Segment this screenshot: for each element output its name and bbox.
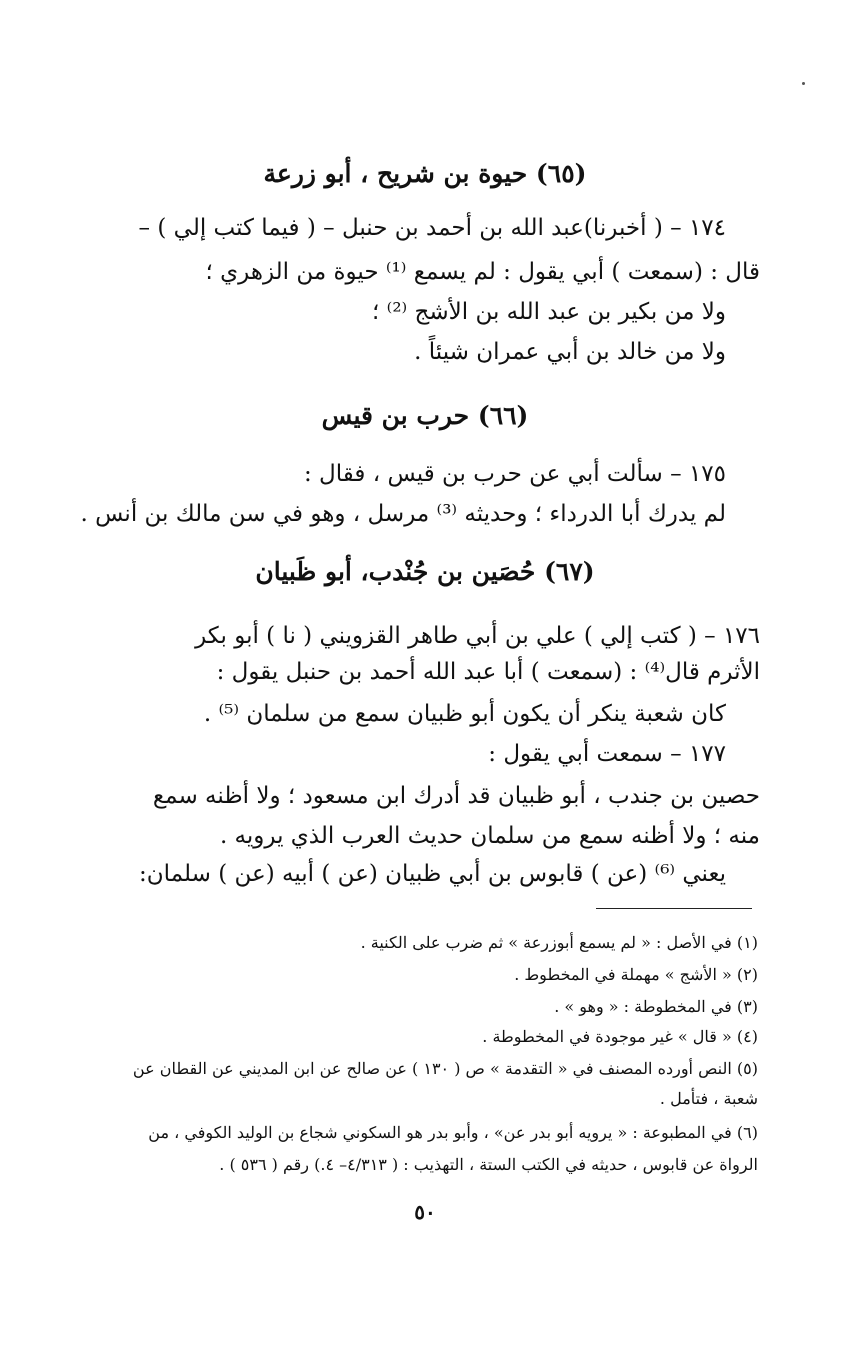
text-line: لم يدرك أبا الدرداء ؛ وحديثه ⁽³⁾ مرسل ، وهو في سن مالك بن أنس . (80, 501, 726, 527)
footnote: (٤) « قال » غير موجودة في المخطوطة . (482, 1027, 758, 1046)
text-line: ولا من بكير بن عبد الله بن الأشج ⁽²⁾ ؛ (372, 299, 726, 325)
footnote-continuation: شعبة ، فتأمل . (659, 1089, 758, 1108)
footnote: (١) في الأصل : « لم يسمع أبوزرعة » ثم ضرب على الكنية . (360, 933, 758, 952)
text-line: الأثرم قال⁽⁴⁾ : (سمعت ) أبا عبد الله أحمد بن حنبل يقول : (216, 659, 760, 685)
footnote-continuation: الرواة عن قابوس ، حديثه في الكتب الستة ، التهذيب : ( ٤/٣١٣– ٤.) رقم ( ٥٣٦ ) . (219, 1155, 758, 1174)
text-line: ولا من خالد بن أبي عمران شيئاً . (414, 339, 726, 365)
print-speck (802, 82, 805, 85)
footnote: (٣) في المخطوطة : « وهو » . (554, 997, 758, 1016)
footnote: (٢) « الأشج » مهملة في المخطوط . (514, 965, 758, 984)
page-number: ٥٠ (414, 1200, 436, 1224)
text-line: حصين بن جندب ، أبو ظبيان قد أدرك ابن مسعود ؛ ولا أظنه سمع (152, 783, 760, 809)
text-line: يعني ⁽⁶⁾ (عن ) قابوس بن أبي ظبيان (عن ) أبيه (عن ) سلمان: (139, 861, 726, 887)
text-line: منه ؛ ولا أظنه سمع من سلمان حديث العرب الذي يرويه . (219, 823, 760, 849)
section-heading-65: (٦٥) حيوة بن شريح ، أبو زرعة (263, 159, 587, 188)
section-heading-67: (٦٧) حُصَين بن جُنْدب، أبو ظَبيان (255, 557, 595, 586)
text-line: كان شعبة ينكر أن يكون أبو ظبيان سمع من سلمان ⁽⁵⁾ . (203, 701, 726, 727)
footnote: (٥) النص أورده المصنف في « التقدمة » ص ( ١٣٠ ) عن صالح عن ابن المديني عن القطان عن (132, 1059, 758, 1078)
text-line: ١٧٧ – سمعت أبي يقول : (488, 741, 726, 767)
text-line: ١٧٦ – ( كتب إلي ) علي بن أبي طاهر القزويني ( نا ) أبو بكر (195, 623, 760, 649)
footnote-separator (596, 908, 752, 909)
text-line: ١٧٥ – سألت أبي عن حرب بن قيس ، فقال : (304, 461, 726, 487)
text-line: ١٧٤ – ( أخبرنا)عبد الله بن أحمد بن حنبل – ( فيما كتب إلي ) – (138, 215, 726, 241)
section-heading-66: (٦٦) حرب بن قيس (321, 401, 529, 430)
footnote: (٦) في المطبوعة : « يرويه أبو بدر عن» ، وأبو بدر هو السكوني شجاع بن الوليد الكوفي ، من (148, 1123, 758, 1142)
text-line: قال : (سمعت ) أبي يقول : لم يسمع ⁽¹⁾ حيوة من الزهري ؛ (205, 259, 760, 285)
